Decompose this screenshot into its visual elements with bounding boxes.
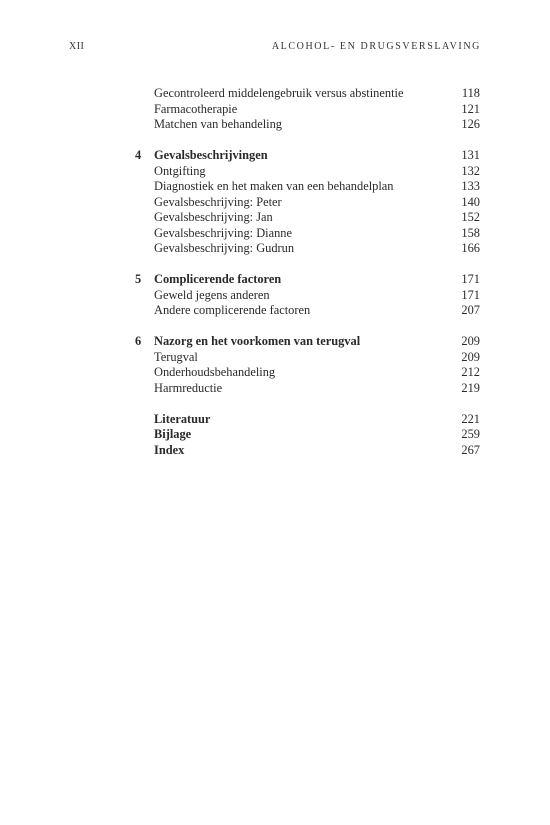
back-matter-entry (135, 427, 480, 443)
toc-entry-page: 133 (461, 179, 480, 193)
toc-entry (135, 241, 480, 257)
page-number: XII (69, 41, 85, 52)
back-matter-label: Literatuur (154, 411, 211, 426)
toc-entry-label: Gevalsbeschrijving: Dianne (154, 225, 292, 240)
toc-entry (135, 102, 480, 118)
toc-entry-label: Geweld jegens anderen (154, 287, 270, 302)
chapter-heading-6 (135, 334, 480, 350)
toc-entry-page: 152 (461, 210, 480, 224)
toc-entry-page: 132 (461, 163, 480, 178)
chapter-page: 209 (461, 334, 480, 348)
chapter-title: Nazorg en het voorkomen van terugval (154, 334, 361, 348)
toc-entry-page: 207 (461, 303, 480, 317)
table-of-contents (135, 86, 480, 458)
back-matter-page: 267 (461, 442, 480, 457)
toc-entry-label: Matchen van behandeling (154, 117, 282, 131)
toc-entry-page: 140 (461, 194, 480, 209)
chapter-page: 171 (461, 272, 480, 286)
toc-entry (135, 288, 480, 304)
toc-entry (135, 117, 480, 133)
back-matter-entry (135, 412, 480, 428)
toc-entry (135, 350, 480, 366)
toc-entry (135, 365, 480, 381)
toc-entry-label: Onderhoudsbehandeling (154, 365, 276, 379)
toc-entry-label: Ontgifting (154, 163, 206, 178)
chapter-number: 6 (135, 334, 142, 348)
toc-entry (135, 210, 480, 226)
toc-entry-label: Terugval (154, 349, 198, 364)
toc-entry (135, 195, 480, 211)
toc-entry-page: 171 (461, 287, 480, 302)
toc-entry-page: 158 (461, 225, 480, 240)
toc-entry-label: Gecontroleerd middelengebruik versus abstinentie (154, 86, 404, 100)
chapter-heading-4 (135, 148, 480, 164)
back-matter-page: 221 (461, 411, 480, 426)
toc-entry-page: 212 (461, 365, 480, 379)
toc-entry-page: 209 (461, 349, 480, 364)
chapter-number: 4 (135, 148, 142, 162)
toc-entry-page: 166 (461, 241, 480, 255)
toc-entry-label: Farmacotherapie (154, 101, 238, 116)
toc-entry-label: Andere complicerende factoren (154, 303, 311, 317)
toc-entry (135, 164, 480, 180)
chapter-title: Complicerende factoren (154, 272, 282, 286)
running-title: ALCOHOL- EN DRUGSVERSLAVING (271, 41, 481, 52)
running-header (69, 41, 481, 55)
back-matter-page: 259 (461, 427, 480, 441)
chapter-page: 131 (461, 148, 480, 162)
back-matter-entry (135, 443, 480, 459)
back-matter-label: Bijlage (154, 427, 192, 441)
chapter-heading-5 (135, 272, 480, 288)
toc-entry (135, 303, 480, 319)
back-matter-label: Index (154, 442, 185, 457)
toc-entry-label: Gevalsbeschrijving: Gudrun (154, 241, 295, 255)
toc-entry-label: Gevalsbeschrijving: Peter (154, 194, 282, 209)
toc-entry-page: 118 (461, 86, 480, 100)
toc-entry-label: Harmreductie (154, 380, 223, 395)
chapter-title: Gevalsbeschrijvingen (154, 148, 268, 162)
toc-entry-page: 219 (461, 380, 480, 395)
toc-entry (135, 381, 480, 397)
toc-entry (135, 179, 480, 195)
toc-entry (135, 86, 480, 102)
toc-entry-label: Diagnostiek en het maken van een behandelplan (154, 179, 394, 193)
toc-entry-label: Gevalsbeschrijving: Jan (154, 210, 273, 224)
chapter-number: 5 (135, 272, 142, 286)
toc-entry-page: 126 (461, 117, 480, 131)
toc-entry-page: 121 (461, 101, 480, 116)
toc-entry (135, 226, 480, 242)
